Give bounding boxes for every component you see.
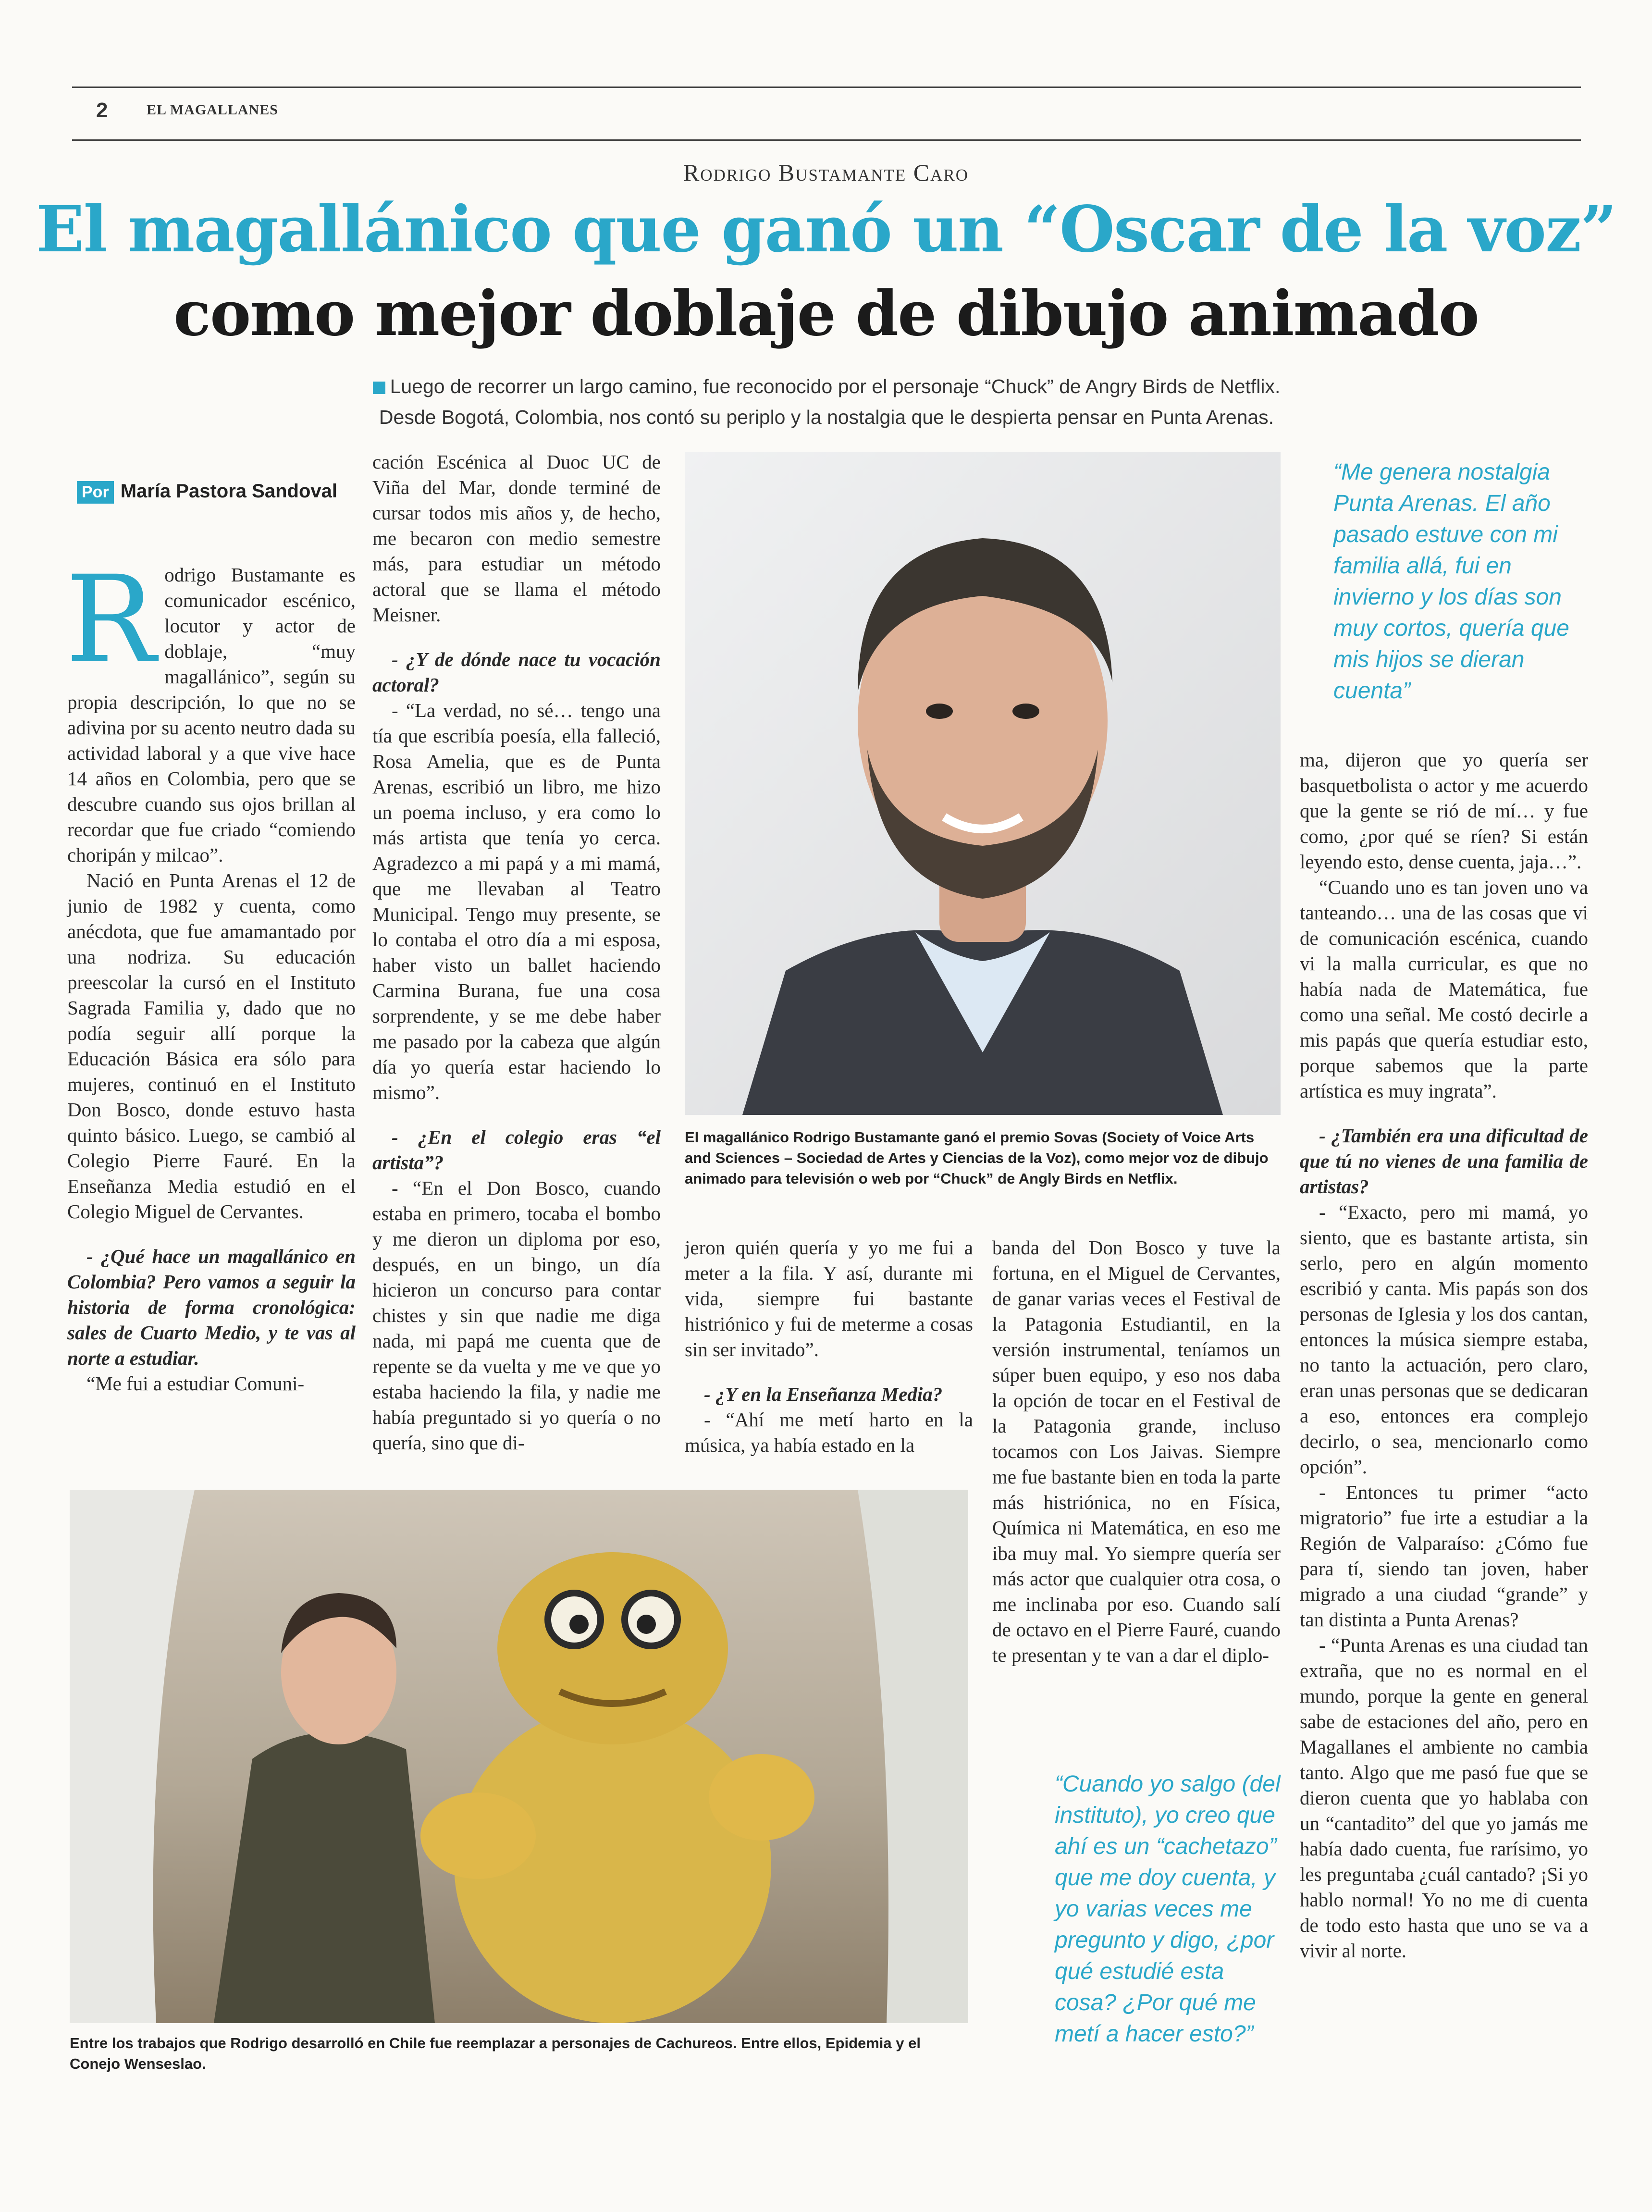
photo2-caption: Entre los trabajos que Rodrigo desarrolló en Chile fue reemplazar a personajes de Cachureos. Entre ellos, Epidemia y el Conejo Wenseslao. [70,2035,921,2072]
paragraph: “Cuando uno es tan joven uno va tanteando… una de las cosas que vi de comunicación escénica, cuando vi la malla curricular, es que no había nada de Matemática, fue como una señal. Me costó decirle a mis papás que quería estudiar esto, porque sabemos que la parte artística es muy ingrata”. [1300,876,1588,1102]
paragraph: banda del Don Bosco y tuve la fortuna, en el Miguel de Cervantes, de ganar varias veces el Festival de la Patagonia Estudiantil, en la versión instrumental, teníamos un súper buen equipo, y eso nos daba la opción de tocar en el Festival de la Patagonia grande, incluso tocamos con Los Jaivas. Siempre me fue bastante bien en toda la parte más histriónica, no en Física, Química ni Matemática, en eso me iba muy mal. Yo siempre quería ser más actor que cualquier otra cosa, o me inclinaba por eso. Cuando salí de octavo en el Pierre Fauré, cuando te presentan y te van a dar el diplo- [992,1236,1281,1666]
byline [77,481,337,504]
column-3 [685,1235,973,1458]
paragraph: - “En el Don Bosco, cuando estaba en primero, tocaba el bombo y me dieron un diploma por eso, después, en un bingo, un día hicieron un concurso para contar chistes y sin que nadie me diga nada, mi papá me cuenta que de repente se da vuelta y me ve que yo estaba haciendo la fila, y nadie me había preguntado si yo quería o no quería, sino que di- [372,1177,661,1454]
paragraph: cación Escénica al Duoc UC de Viña del Mar, donde terminé de cursar todos mis años y, de hecho, me becaron con medio semestre más, para estudiar un método actoral que se llama el método Meisner. [372,451,661,626]
costume-photo [70,1490,968,2023]
question: - ¿Y de dónde nace tu vocación actoral? [372,648,661,696]
paragraph: - “Exacto, pero mi mamá, yo siento, que es bastante artista, sin serlo, pero en algún momento escribió y canta. Mis papás son dos personas de Iglesia y los dos cantan, entonces la música siempre estaba, no tanto la actuación, pero claro, eran unas personas que se dedicaran a eso, entonces era complejo decirlo, o sea, mencionarlo como opción”. [1300,1201,1588,1478]
newspaper-name: EL MAGALLANES [147,102,278,118]
question: - ¿En el colegio eras “el artista”? [372,1126,661,1174]
costume-illustration [70,1490,968,2023]
top-rule [72,87,1581,88]
paragraph: - Entonces tu primer “acto migratorio” fue irte a estudiar a la Región de Valparaíso: ¿Cómo fue para tí, siendo tan joven, haber migrado a una ciudad “grande” y tan distinta a Punta Arenas? [1300,1481,1588,1631]
paragraph: “Me fui a estudiar Comuni- [86,1372,305,1395]
header-rule [72,139,1581,141]
page-number: 2 [96,99,108,122]
column-4 [992,1235,1281,1668]
question: - ¿Y en la Enseñanza Media? [704,1383,943,1405]
lead-text: odrigo Bustamante es comunicador escénico, locutor y actor de doblaje, “muy magallánico”, según su propia descripción, lo que no se adivina por su acento neutro dada su actividad laboral y a que vive hace 14 años en Colombia, pero que se descubre cuando sus ojos brillan al recordar que fue criado “comiendo choripán y milcao”. [67,564,356,866]
paragraph: jeron quién quería y yo me fui a meter a la fila. Y así, durante mi vida, siempre fui bastante histriónico y fui de meterme a cosas sin ser invitado”. [685,1236,973,1360]
headline-line2: como mejor doblaje de dibujo animado [173,278,1479,350]
paragraph: ma, dijeron que yo quería ser basquetbolista o actor y me acuerdo que la gente se rió de mí… y fue como, ¿por qué se ríen? Si están leyendo esto, dense cuenta, jaja…”. [1300,749,1588,873]
paragraph: - “Ahí me metí harto en la música, ya había estado en la [685,1409,973,1456]
paragraph: - “La verdad, no sé… tengo una tía que escribía poesía, ella falleció, Rosa Amelia, que es de Punta Arenas, escribió un libro, me hizo un poema incluso, y era como lo más artista que tenía yo cerca. Agradezco a mi papá y a mi mamá, que me llevaban al Teatro Municipal. Tengo muy presente, se lo contaba el otro día a mi esposa, haber visto un ballet haciendo Carmina Burana, fue una cosa sorprendente, y se me debe haber me pasado por la cabeza que algún día yo quería estar haciendo lo mismo”. [372,699,661,1103]
lead-paragraph [65,550,356,868]
deck-square-icon [373,382,385,394]
headline-line1: El magallánico que ganó un “Oscar de la voz” [36,192,1616,267]
column-5 [1300,747,1588,1964]
photo1-caption: El magallánico Rodrigo Bustamante ganó el premio Sovas (Society of Voice Arts and Sciences – Sociedad de Artes y Ciencias de la Voz), como mejor voz de dibujo animado para televisión o web por “Chuck” de Angly Birds en Netflix. [685,1129,1269,1187]
question: - ¿También era una dificultad de que tú no vienes de una familia de artistas? [1300,1125,1588,1198]
deck-line2: Desde Bogotá, Colombia, nos contó su periplo y la nostalgia que le despierta pensar en Punta Arenas. [379,406,1274,428]
dropcap: R [65,550,156,690]
byline-tag: Por [77,481,114,504]
column-2 [372,449,661,1456]
question: - ¿Qué hace un magallánico en Colombia? Pero vamos a seguir la historia de forma cronológica: sales de Cuarto Medio, y te vas al norte a estudiar. [67,1245,356,1369]
portrait-illustration [685,452,1281,1115]
byline-name: María Pastora Sandoval [120,481,337,502]
paragraph: Nació en Punta Arenas el 12 de junio de 1982 y cuenta, como anécdota, que fue amamantado por una nodriza. Su educación preescolar la cursó en el Instituto Sagrada Familia y, dado que no podía seguir allí porque la Educación Básica era sólo para mujeres, continuó en el Instituto Don Bosco, donde estuvo hasta quinto básico. Luego, se cambió al Colegio Pierre Fauré. En la Enseñanza Media estudió en el Colegio Miguel de Cervantes. [67,869,356,1223]
pull-quote-2: “Cuando yo salgo (del instituto), yo creo que ahí es un “cachetazo” que me doy cuenta, y yo varias veces me pregunto y digo, ¿por qué estudié esta cosa? ¿Por qué me metí a hacer esto?” [1055,1771,1281,2047]
portrait-photo [685,452,1281,1115]
article-deck [202,371,1451,433]
paragraph: - “Punta Arenas es una ciudad tan extraña, que no es normal en el mundo, porque la gente en general sabe de estaciones del año, pero en Magallanes el ambiente no cambia tanto. Algo que me pasó fue que se dieron cuenta que yo hablaba con un “cantadito” del que yo jamás me había dado cuenta, fue rarísimo, yo les preguntaba ¿cuál cantado? ¡Si yo hablo normal! Yo no me di cuenta de todo esto hasta que uno se va a vivir al norte. [1300,1634,1588,1962]
deck-line1: Luego de recorrer un largo camino, fue reconocido por el personaje “Chuck” de Angry Birds de Netflix. [390,375,1281,397]
article-kicker: Rodrigo Bustamante Caro [683,159,969,186]
pull-quote-1: “Me genera nostalgia Punta Arenas. El año pasado estuve con mi familia allá, fui en invierno y los días son muy cortos, quería que mis hijos se dieran cuenta” [1333,459,1569,704]
column-1 [65,550,356,1396]
